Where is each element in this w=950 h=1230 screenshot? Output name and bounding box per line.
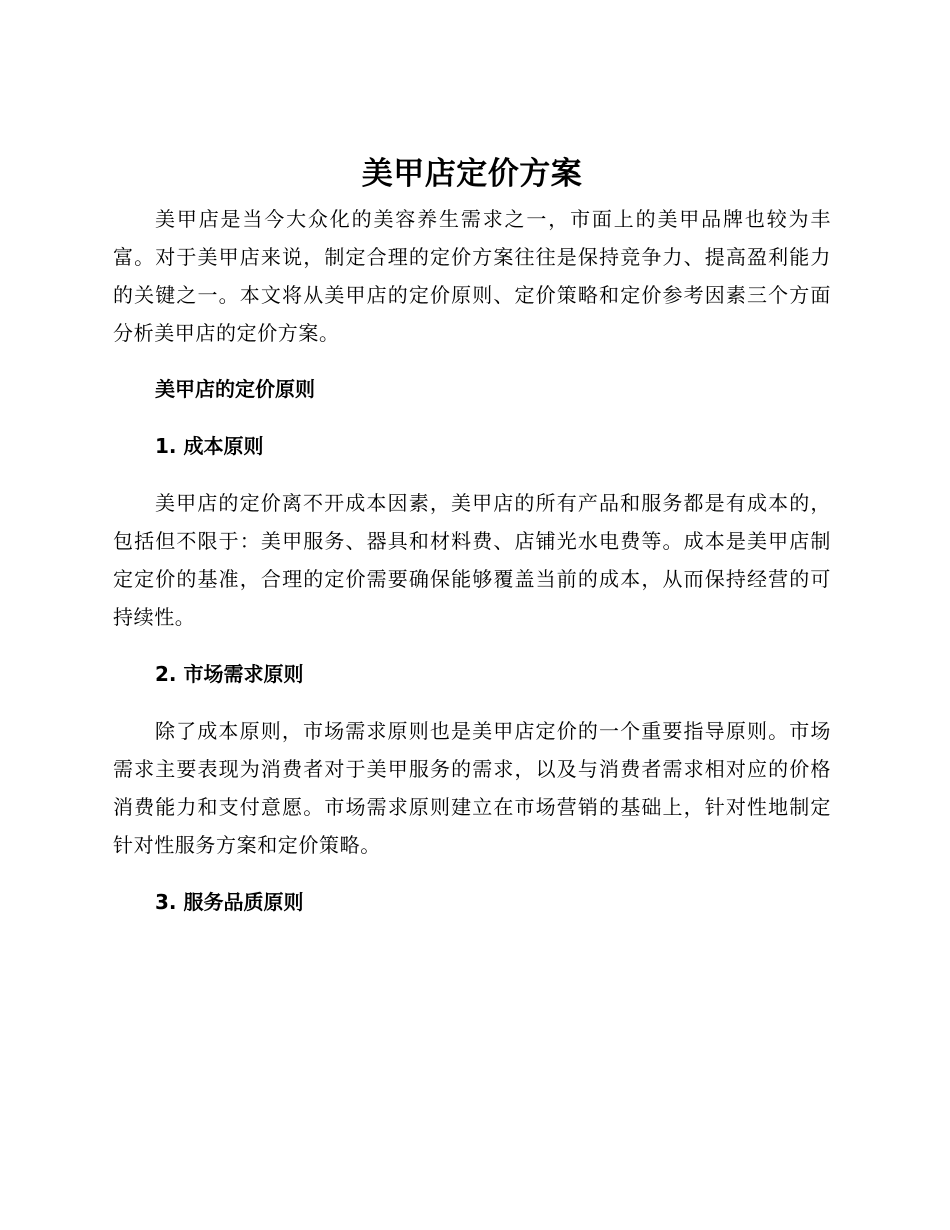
principle-body-market: 除了成本原则，市场需求原则也是美甲店定价的一个重要指导原则。市场需求主要表现为消费者对于美甲服务的需求，以及与消费者需求相对应的价格消费能力和支付意愿。市场需求原则建立在市场营销的基础上，针对性地制定针对性服务方案和定价策略。 bbox=[113, 719, 831, 857]
spacer bbox=[113, 465, 831, 484]
principle-body-cost: 美甲店的定价离不开成本因素，美甲店的所有产品和服务都是有成本的，包括但不限于：美甲服务、器具和材料费、店铺光水电费等。成本是美甲店制定定价的基准，合理的定价需要确保能够覆盖当前的成本，从而保持经营的可持续性。 bbox=[113, 491, 831, 629]
section-heading: 美甲店的定价原则 bbox=[155, 377, 315, 401]
principle-heading-quality: 3. 服务品质原则 bbox=[155, 890, 304, 914]
spacer bbox=[113, 864, 831, 883]
spacer bbox=[113, 352, 831, 370]
spacer bbox=[113, 408, 831, 427]
spacer bbox=[113, 693, 831, 712]
principle-heading-cost: 1. 成本原则 bbox=[155, 434, 264, 458]
document-title: 美甲店定价方案 bbox=[361, 156, 583, 192]
intro-paragraph: 美甲店是当今大众化的美容养生需求之一，市面上的美甲品牌也较为丰富。对于美甲店来说，制定合理的定价方案往往是保持竞争力、提高盈利能力的关键之一。本文将从美甲店的定价原则、定价策略和定价参考因素三个方面分析美甲店的定价方案。 bbox=[113, 207, 831, 345]
spacer bbox=[113, 636, 831, 655]
principle-heading-market: 2. 市场需求原则 bbox=[155, 662, 304, 686]
document-page bbox=[113, 150, 831, 921]
